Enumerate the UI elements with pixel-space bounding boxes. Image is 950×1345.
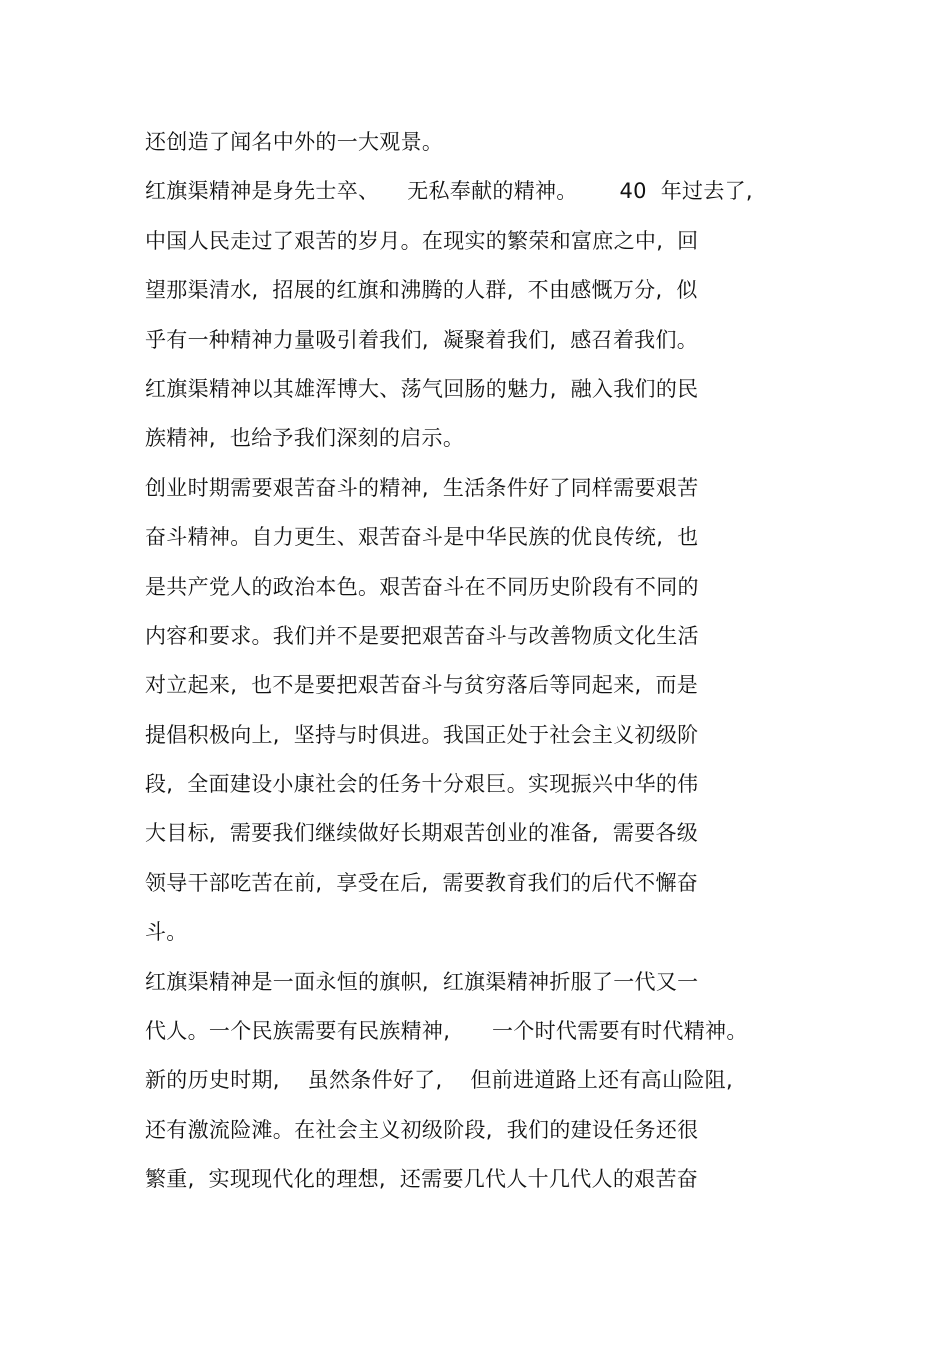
text-line: 红旗渠精神是身先士卒、 无私奉献的精神。 40 年过去了, <box>145 179 753 204</box>
text-line: 大目标, 需要我们继续做好长期艰苦创业的准备, 需要各级 <box>145 821 699 846</box>
text-line: 领导干部吃苦在前, 享受在后, 需要教育我们的后代不懈奋 <box>145 870 699 895</box>
text-line: 望那渠清水, 招展的红旗和沸腾的人群, 不由感慨万分, 似 <box>145 278 698 303</box>
text-line: 提倡积极向上, 坚持与时俱进。我国正处于社会主义初级阶 <box>145 722 699 747</box>
text-line: 斗。 <box>145 920 188 945</box>
text-line: 乎有一种精神力量吸引着我们, 凝聚着我们, 感召着我们。 <box>145 327 699 352</box>
text-line: 族精神, 也给予我们深刻的启示。 <box>145 426 465 451</box>
text-line: 奋斗精神。自力更生、艰苦奋斗是中华民族的优良传统, 也 <box>145 525 699 550</box>
text-line: 还有激流险滩。在社会主义初级阶段, 我们的建设任务还很 <box>145 1117 699 1142</box>
text-line: 还创造了闻名中外的一大观景。 <box>145 130 444 154</box>
text-line: 新的历史时期, 虽然条件好了, 但前进道路上还有高山险阻, <box>145 1068 733 1093</box>
body-text <box>145 118 795 1205</box>
text-line: 创业时期需要艰苦奋斗的精神, 生活条件好了同样需要艰苦 <box>145 475 699 500</box>
text-line: 红旗渠精神以其雄浑博大、荡气回肠的魅力, 融入我们的民 <box>145 376 699 401</box>
text-line: 内容和要求。我们并不是要把艰苦奋斗与改善物质文化生活 <box>145 623 699 648</box>
text-line: 中国人民走过了艰苦的岁月。在现实的繁荣和富庶之中, 回 <box>145 228 699 253</box>
text-line: 红旗渠精神是一面永恒的旗帜, 红旗渠精神折服了一代又一 <box>145 969 699 994</box>
text-line: 是共产党人的政治本色。艰苦奋斗在不同历史阶段有不同的 <box>145 574 699 599</box>
text-line: 代人。一个民族需要有民族精神, 一个时代需要有时代精神。 <box>145 1019 748 1044</box>
text-line: 段, 全面建设小康社会的任务十分艰巨。实现振兴中华的伟 <box>145 772 699 797</box>
text-line: 繁重, 实现现代化的理想, 还需要几代人十几代人的艰苦奋 <box>145 1167 699 1192</box>
text-line: 对立起来, 也不是要把艰苦奋斗与贫穷落后等同起来, 而是 <box>145 673 699 698</box>
